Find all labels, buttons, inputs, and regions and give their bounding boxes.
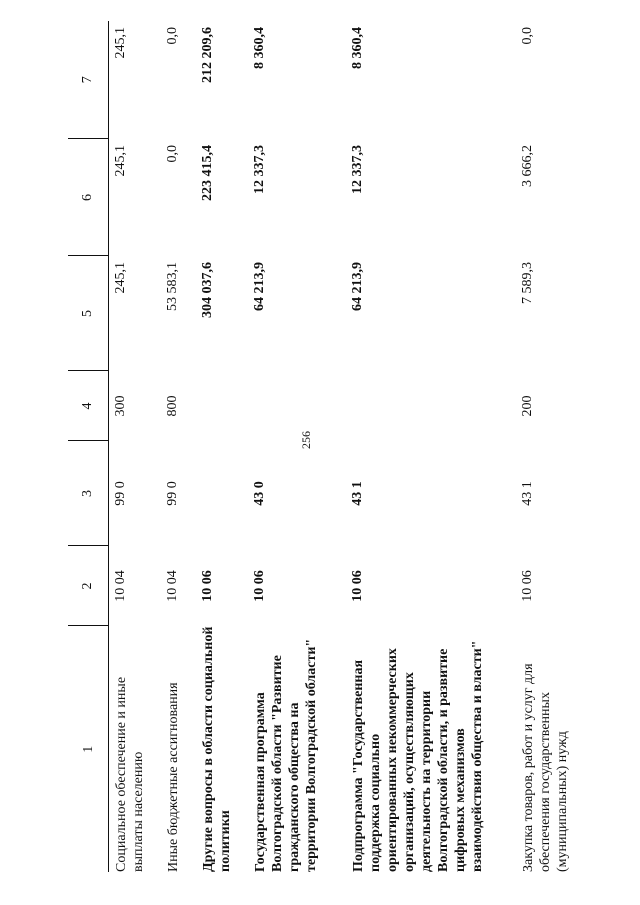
row-value-col5: 53 583,1 bbox=[164, 262, 180, 311]
row-value-col5: 7 589,3 bbox=[519, 262, 535, 304]
row-value-col7: 8 360,4 bbox=[349, 27, 365, 69]
row-value-col6: 245,1 bbox=[113, 145, 128, 177]
row-value-col6: 12 337,3 bbox=[251, 145, 267, 194]
row-value-col6: 223 415,4 bbox=[199, 145, 215, 201]
row-value-col7: 245,1 bbox=[113, 27, 128, 59]
header-col-4: 4 bbox=[68, 371, 109, 441]
header-col-7: 7 bbox=[68, 21, 109, 139]
row-target-article: 99 0 bbox=[113, 481, 128, 506]
row-name: Государственная программа Волгоградской области "Развитие гражданского общества на территории Волгоградской области" bbox=[252, 638, 319, 872]
row-target-article: 99 0 bbox=[164, 481, 180, 506]
row-expense-type: 800 bbox=[164, 395, 180, 417]
row-value-col5: 245,1 bbox=[113, 262, 128, 294]
row-section: 10 06 bbox=[251, 570, 267, 602]
row-name: Иные бюджетные ассигнования bbox=[165, 682, 181, 872]
row-expense-type: 300 bbox=[113, 395, 128, 417]
row-expense-type bbox=[248, 371, 346, 441]
header-col-5: 5 bbox=[68, 256, 109, 371]
header-col-1: 1 bbox=[80, 745, 96, 753]
table-row bbox=[109, 21, 161, 872]
row-value-col7: 8 360,4 bbox=[251, 27, 267, 69]
row-value-col5: 64 213,9 bbox=[349, 262, 365, 311]
row-section: 10 06 bbox=[519, 570, 535, 602]
header-col-2: 2 bbox=[68, 546, 109, 626]
table-row bbox=[248, 21, 346, 872]
row-value-col7: 0,0 bbox=[519, 27, 535, 45]
header-col-3: 3 bbox=[68, 441, 109, 546]
row-value-col5: 304 037,6 bbox=[199, 262, 215, 318]
row-value-col7: 212 209,6 bbox=[199, 27, 215, 83]
row-name: Другие вопросы в области социальной политики bbox=[200, 626, 233, 872]
row-expense-type: 200 bbox=[519, 395, 535, 417]
row-value-col7: 0,0 bbox=[164, 27, 180, 45]
table-row bbox=[161, 21, 196, 872]
row-section: 10 06 bbox=[349, 570, 365, 602]
budget-table bbox=[68, 21, 576, 872]
row-section: 10 04 bbox=[164, 570, 180, 602]
row-name: Закупка товаров, работ и услуг для обеспечения государственных (муниципальных) нужд bbox=[520, 663, 570, 872]
row-target-article: 43 0 bbox=[251, 481, 267, 506]
row-target-article: 43 1 bbox=[519, 481, 535, 506]
header-row bbox=[68, 21, 109, 872]
page-number: 256 bbox=[299, 431, 313, 449]
table-row bbox=[346, 21, 516, 872]
row-value-col5: 64 213,9 bbox=[251, 262, 267, 311]
row-name: Социальное обеспечение и иные выплаты населению bbox=[114, 676, 146, 872]
row-value-col6: 3 666,2 bbox=[519, 145, 535, 187]
header-col-6: 6 bbox=[68, 139, 109, 256]
row-target-article bbox=[196, 441, 248, 546]
row-section: 10 04 bbox=[113, 570, 128, 602]
row-value-col6: 0,0 bbox=[164, 145, 180, 163]
row-target-article: 43 1 bbox=[349, 481, 365, 506]
row-value-col6: 12 337,3 bbox=[349, 145, 365, 194]
table-row bbox=[516, 21, 576, 872]
row-name: Подпрограмма "Государственная поддержка социально ориентированных некоммерческих организаций, осуществляющих деятельность на территории Волгоградской области, и развитие цифровых механизмов взаимодействия общества и власти" bbox=[350, 640, 485, 872]
row-expense-type bbox=[196, 371, 248, 441]
row-expense-type bbox=[346, 371, 516, 441]
table-row bbox=[196, 21, 248, 872]
row-section: 10 06 bbox=[199, 570, 215, 602]
